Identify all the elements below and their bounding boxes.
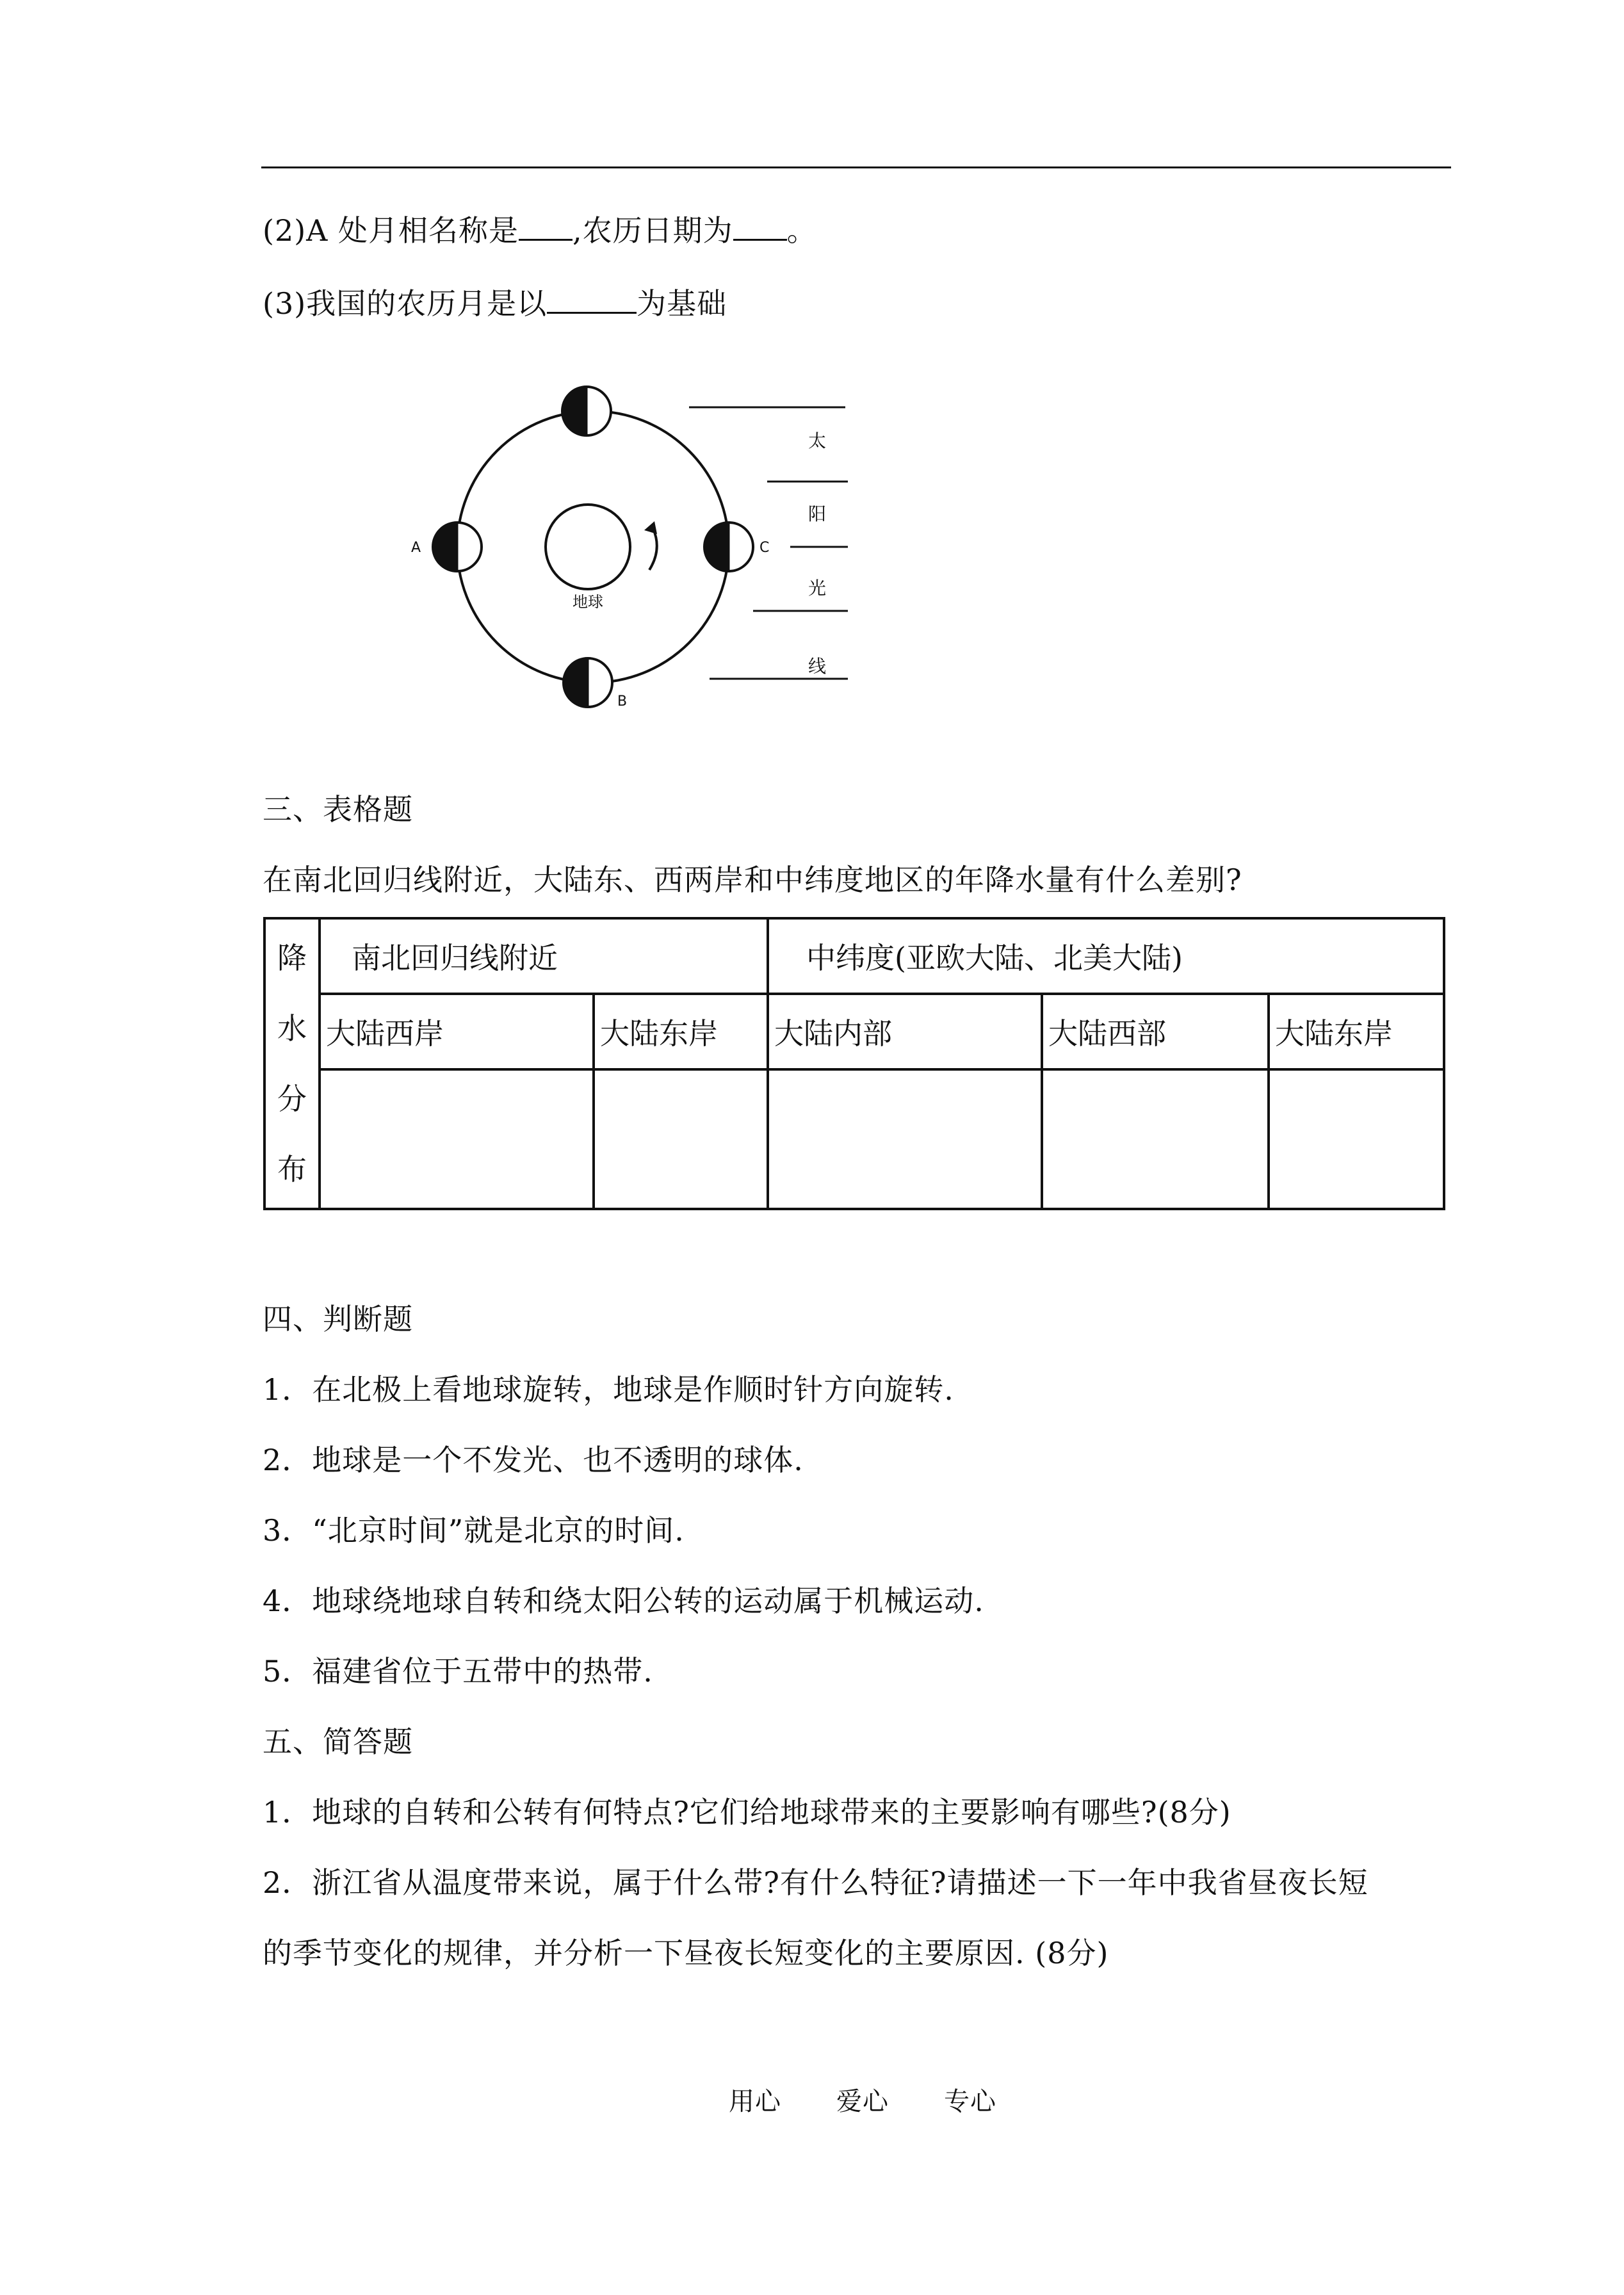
column-header: 大陆西岸 — [320, 994, 594, 1069]
judgment-item: 1．在北极上看地球旋转，地球是作顺时针方向旋转. — [263, 1372, 954, 1407]
moon-b — [564, 658, 612, 707]
moon-c — [704, 523, 753, 571]
section-5-heading: 五、简答题 — [263, 1724, 413, 1759]
question-3-prefix: (3)我国的农历月是以 — [263, 286, 548, 321]
question-2-prefix: (2)A 处月相名称是 — [263, 213, 519, 248]
short-answer-item: 1．地球的自转和公转有何特点?它们给地球带来的主要影响有哪些?(8分) — [263, 1795, 1231, 1829]
section-3-heading: 三、表格题 — [263, 792, 413, 827]
precipitation-table — [263, 917, 1445, 1210]
row-header-char: 降 — [277, 941, 307, 975]
judgment-item: 4．地球绕地球自转和绕太阳公转的运动属于机械运动. — [263, 1584, 984, 1618]
moon-top — [562, 387, 611, 435]
sunlight-char: 阳 — [808, 503, 827, 524]
row-header-char: 分 — [277, 1082, 307, 1116]
short-answer-item-continued: 的季节变化的规律，并分析一下昼夜长短变化的主要原因. (8分) — [263, 1936, 1109, 1970]
row-header-char: 水 — [277, 1011, 307, 1046]
sunlight-char: 太 — [808, 430, 827, 451]
column-header: 大陆西部 — [1042, 994, 1269, 1069]
answer-cell[interactable] — [320, 1069, 594, 1209]
footer-word: 用心 — [729, 2087, 781, 2116]
judgment-item: 3．“北京时间”就是北京的时间. — [263, 1513, 685, 1548]
moon-phase-diagram — [384, 378, 871, 711]
group-header-mid-latitude: 中纬度(亚欧大陆、北美大陆) — [768, 918, 1444, 994]
earth-label: 地球 — [572, 593, 603, 611]
question-2-middle: ,农历日期为 — [572, 213, 733, 248]
answer-cell[interactable] — [768, 1069, 1042, 1209]
moon-a — [433, 523, 482, 571]
answer-blank — [547, 286, 637, 314]
label-c: C — [759, 540, 770, 556]
answer-cell[interactable] — [1269, 1069, 1444, 1209]
answer-blank — [519, 213, 572, 241]
sunlight-char: 光 — [808, 578, 827, 599]
footer-word: 爱心 — [836, 2087, 889, 2116]
label-a: A — [411, 540, 421, 556]
column-header: 大陆东岸 — [594, 994, 768, 1069]
earth-circle — [546, 505, 630, 589]
row-header-char: 布 — [277, 1152, 307, 1187]
label-b: B — [617, 693, 628, 710]
rotation-arrowhead — [644, 521, 657, 534]
page-footer — [729, 2081, 996, 2118]
judgment-item: 5．福建省位于五带中的热带. — [263, 1654, 653, 1689]
question-3-line — [263, 284, 727, 323]
row-header-cell — [264, 918, 320, 1209]
rotation-arrow — [649, 529, 657, 570]
sunlight-char: 线 — [808, 656, 827, 677]
answer-cell[interactable] — [1042, 1069, 1269, 1209]
short-answer-item: 2．浙江省从温度带来说，属于什么带?有什么特征?请描述一下一年中我省昼夜长短 — [263, 1865, 1368, 1900]
question-2-suffix: 。 — [786, 213, 817, 248]
column-header: 大陆内部 — [768, 994, 1042, 1069]
header-rule — [261, 166, 1451, 168]
group-header-tropic: 南北回归线附近 — [320, 918, 768, 994]
footer-word: 专心 — [944, 2087, 996, 2116]
answer-blank — [733, 213, 787, 241]
question-3-suffix: 为基础 — [637, 286, 727, 321]
section-3-question: 在南北回归线附近，大陆东、西两岸和中纬度地区的年降水量有什么差别? — [263, 863, 1242, 897]
question-2-line — [263, 211, 817, 250]
section-4-heading: 四、判断题 — [263, 1302, 413, 1336]
answer-cell[interactable] — [594, 1069, 768, 1209]
column-header: 大陆东岸 — [1269, 994, 1444, 1069]
judgment-item: 2．地球是一个不发光、也不透明的球体. — [263, 1443, 804, 1477]
